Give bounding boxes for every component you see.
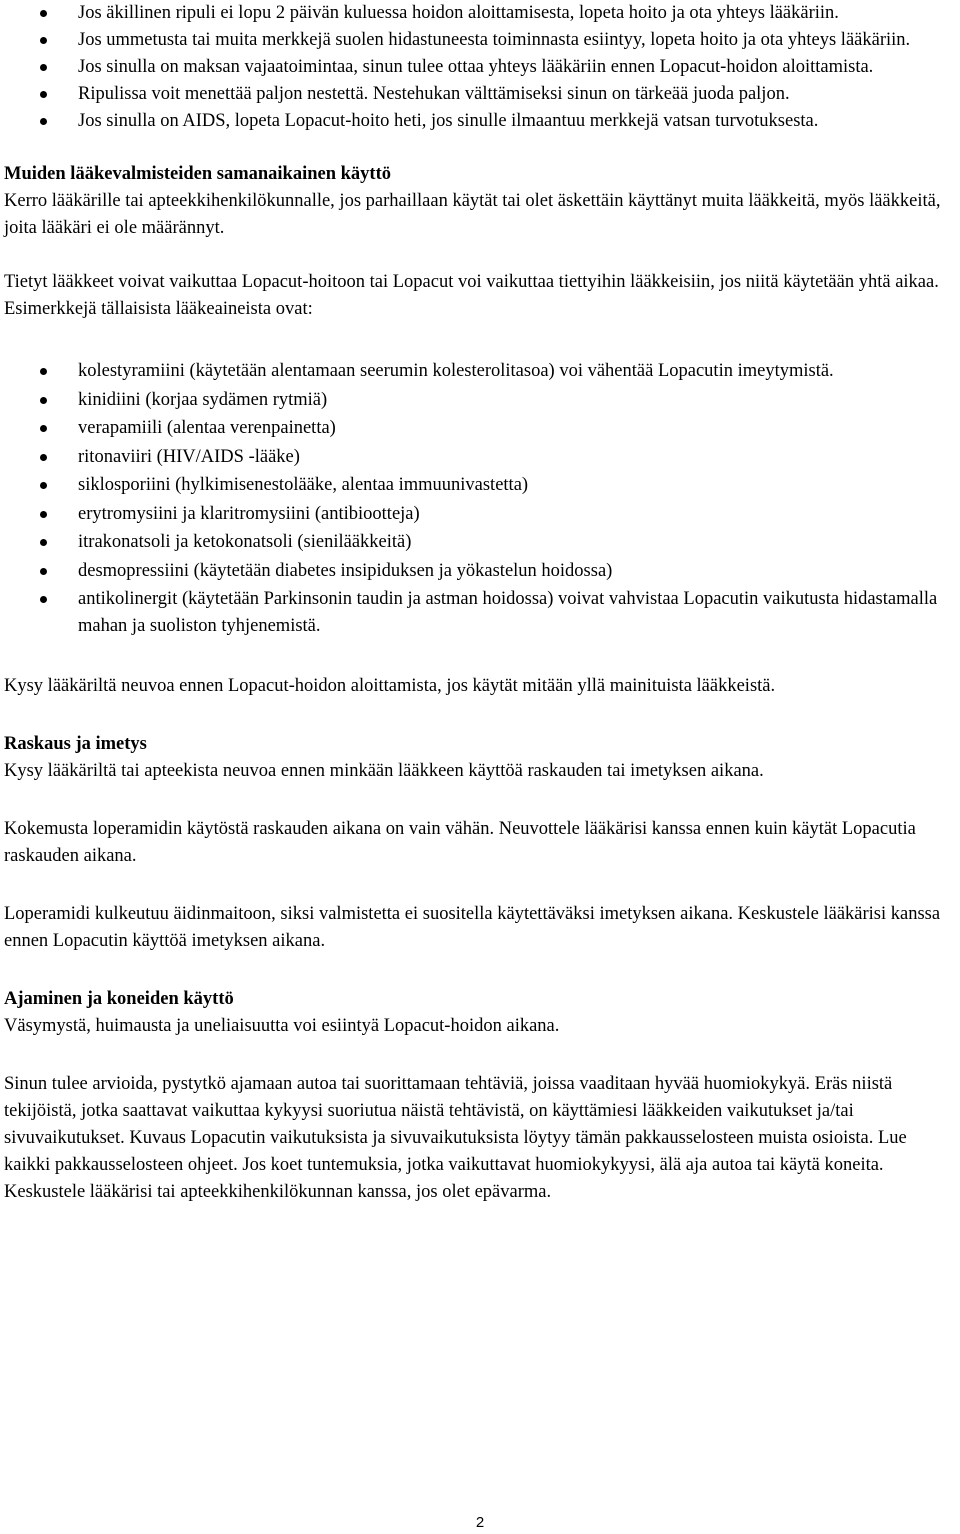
bullet-icon	[40, 37, 47, 44]
list-item	[4, 27, 956, 54]
paragraph: Kokemusta loperamidin käytöstä raskauden aikana on vain vähän. Neuvottele lääkärisi kanssa ennen kuin käytät Lopacutia raskauden aikana.	[4, 818, 916, 866]
list-item	[4, 415, 956, 442]
bullet-icon	[40, 425, 47, 432]
paragraph: Kysy lääkäriltä tai apteekista neuvoa ennen minkään lääkkeen käyttöä raskauden tai imetyksen aikana.	[4, 760, 764, 781]
bullet-icon	[40, 118, 47, 125]
paragraph: Kysy lääkäriltä neuvoa ennen Lopacut-hoidon aloittamista, jos käytät mitään yllä mainituista lääkkeistä.	[4, 675, 776, 696]
paragraph: Tietyt lääkkeet voivat vaikuttaa Lopacut-hoitoon tai Lopacut voi vaikuttaa tiettyihin lääkkeisiin, jos niitä käytetään yhtä aikaa. Esimerkkejä tällaisista lääkeaineista ovat:	[4, 272, 939, 319]
bullet-icon	[40, 397, 47, 404]
bullet-icon	[40, 539, 47, 546]
list-item-text: Jos sinulla on maksan vajaatoimintaa, sinun tulee ottaa yhteys lääkäriin ennen Lopacut-hoidon aloittamista.	[78, 57, 874, 77]
list-item	[4, 529, 956, 556]
list-item-text: kolestyramiini (käytetään alentamaan seerumin kolesterolitasoa) voi vähentää Lopacutin imeytymistä.	[78, 361, 834, 381]
list-item	[4, 81, 956, 108]
paragraph: Väsymystä, huimausta ja uneliaisuutta voi esiintyä Lopacut-hoidon aikana.	[4, 1015, 560, 1036]
bullet-icon	[40, 511, 47, 518]
paragraph: Sinun tulee arvioida, pystytkö ajamaan autoa tai suorittamaan tehtäviä, joissa vaaditaan hyvää huomiokykyä. Eräs niistä tekijöistä, jotka saattavat vaikuttaa kykyysi suoriutua näistä tehtävistä, on käyttämiesi lääkkeiden vaikutukset ja/tai sivuvaikutukset. Kuvaus Lopacutin vaikutuksista ja sivuvaikutuksista löytyy tämän pakkausselosteen muista osioista. Lue kaikki pakkausselosteen ohjeet. Jos koet tuntemuksia, jotka vaikuttavat huomiokykyysi, älä aja autoa tai käytä koneita. Keskustele lääkärisi tai apteekkihenkilökunnan kanssa, jos olet epävarma.	[4, 1073, 907, 1202]
list-item-text: ritonaviiri (HIV/AIDS -lääke)	[78, 446, 300, 467]
paragraph: Loperamidi kulkeutuu äidinmaitoon, siksi valmistetta ei suositella käytettäväksi imetyksen aikana. Keskustele lääkärisi kanssa ennen Lopacutin käyttöä imetyksen aikana.	[4, 903, 941, 951]
bullet-icon	[40, 64, 47, 71]
list-item-text: kinidiini (korjaa sydämen rytmiä)	[78, 389, 328, 410]
list-item	[4, 501, 956, 528]
list-item	[4, 586, 956, 640]
list-item-text: Jos äkillinen ripuli ei lopu 2 päivän kuluessa hoidon aloittamisesta, lopeta hoito ja ota yhteys lääkäriin.	[78, 3, 839, 23]
paragraph: Kerro lääkärille tai apteekkihenkilökunnalle, jos parhaillaan käytät tai olet äskettäin käyttänyt muita lääkkeitä, myös lääkkeitä, joita lääkäri ei ole määrännyt.	[4, 191, 941, 238]
bullet-icon	[40, 91, 47, 98]
section-heading-pregnancy: Raskaus ja imetys	[4, 733, 147, 754]
list-item-text: Jos ummetusta tai muita merkkejä suolen hidastuneesta toiminnasta esiintyy, lopeta hoito ja ota yhteys lääkäriin.	[78, 30, 911, 50]
document-page	[4, 0, 956, 1206]
list-item-text: verapamiili (alentaa verenpainetta)	[78, 418, 336, 438]
list-item	[4, 108, 956, 135]
bullet-icon	[40, 482, 47, 489]
bullet-icon	[40, 568, 47, 575]
list-item	[4, 387, 956, 414]
bullet-icon	[40, 10, 47, 17]
bullet-icon	[40, 596, 47, 603]
list-item-text: desmopressiini (käytetään diabetes insipiduksen ja yökastelun hoidossa)	[78, 560, 613, 581]
list-item	[4, 358, 956, 385]
list-item	[4, 472, 956, 499]
page-number: 2	[475, 1514, 485, 1531]
bullet-icon	[40, 368, 47, 375]
list-item-text: itrakonatsoli ja ketokonatsoli (sienilääkkeitä)	[78, 532, 412, 552]
list-item-text: antikolinergit (käytetään Parkinsonin taudin ja astman hoidossa) voivat vahvistaa Lopacutin vaikutusta hidastamalla mahan ja suoliston tyhjenemistä.	[78, 589, 938, 636]
medicine-bullet-list	[4, 358, 956, 640]
list-item-text: erytromysiini ja klaritromysiini (antibiootteja)	[78, 503, 420, 524]
list-item-text: siklosporiini (hylkimisenestolääke, alentaa immuunivastetta)	[78, 475, 529, 495]
section-heading-interactions: Muiden lääkevalmisteiden samanaikainen käyttö	[4, 164, 392, 184]
list-item	[4, 444, 956, 471]
warning-bullet-list	[4, 0, 956, 135]
section-heading-driving: Ajaminen ja koneiden käyttö	[4, 988, 234, 1009]
list-item	[4, 54, 956, 81]
list-item	[4, 0, 956, 27]
list-item-text: Jos sinulla on AIDS, lopeta Lopacut-hoito heti, jos sinulle ilmaantuu merkkejä vatsan turvotuksesta.	[78, 111, 819, 131]
list-item	[4, 558, 956, 585]
list-item-text: Ripulissa voit menettää paljon nestettä. Nestehukan välttämiseksi sinun on tärkeää juoda paljon.	[78, 84, 790, 104]
bullet-icon	[40, 454, 47, 461]
